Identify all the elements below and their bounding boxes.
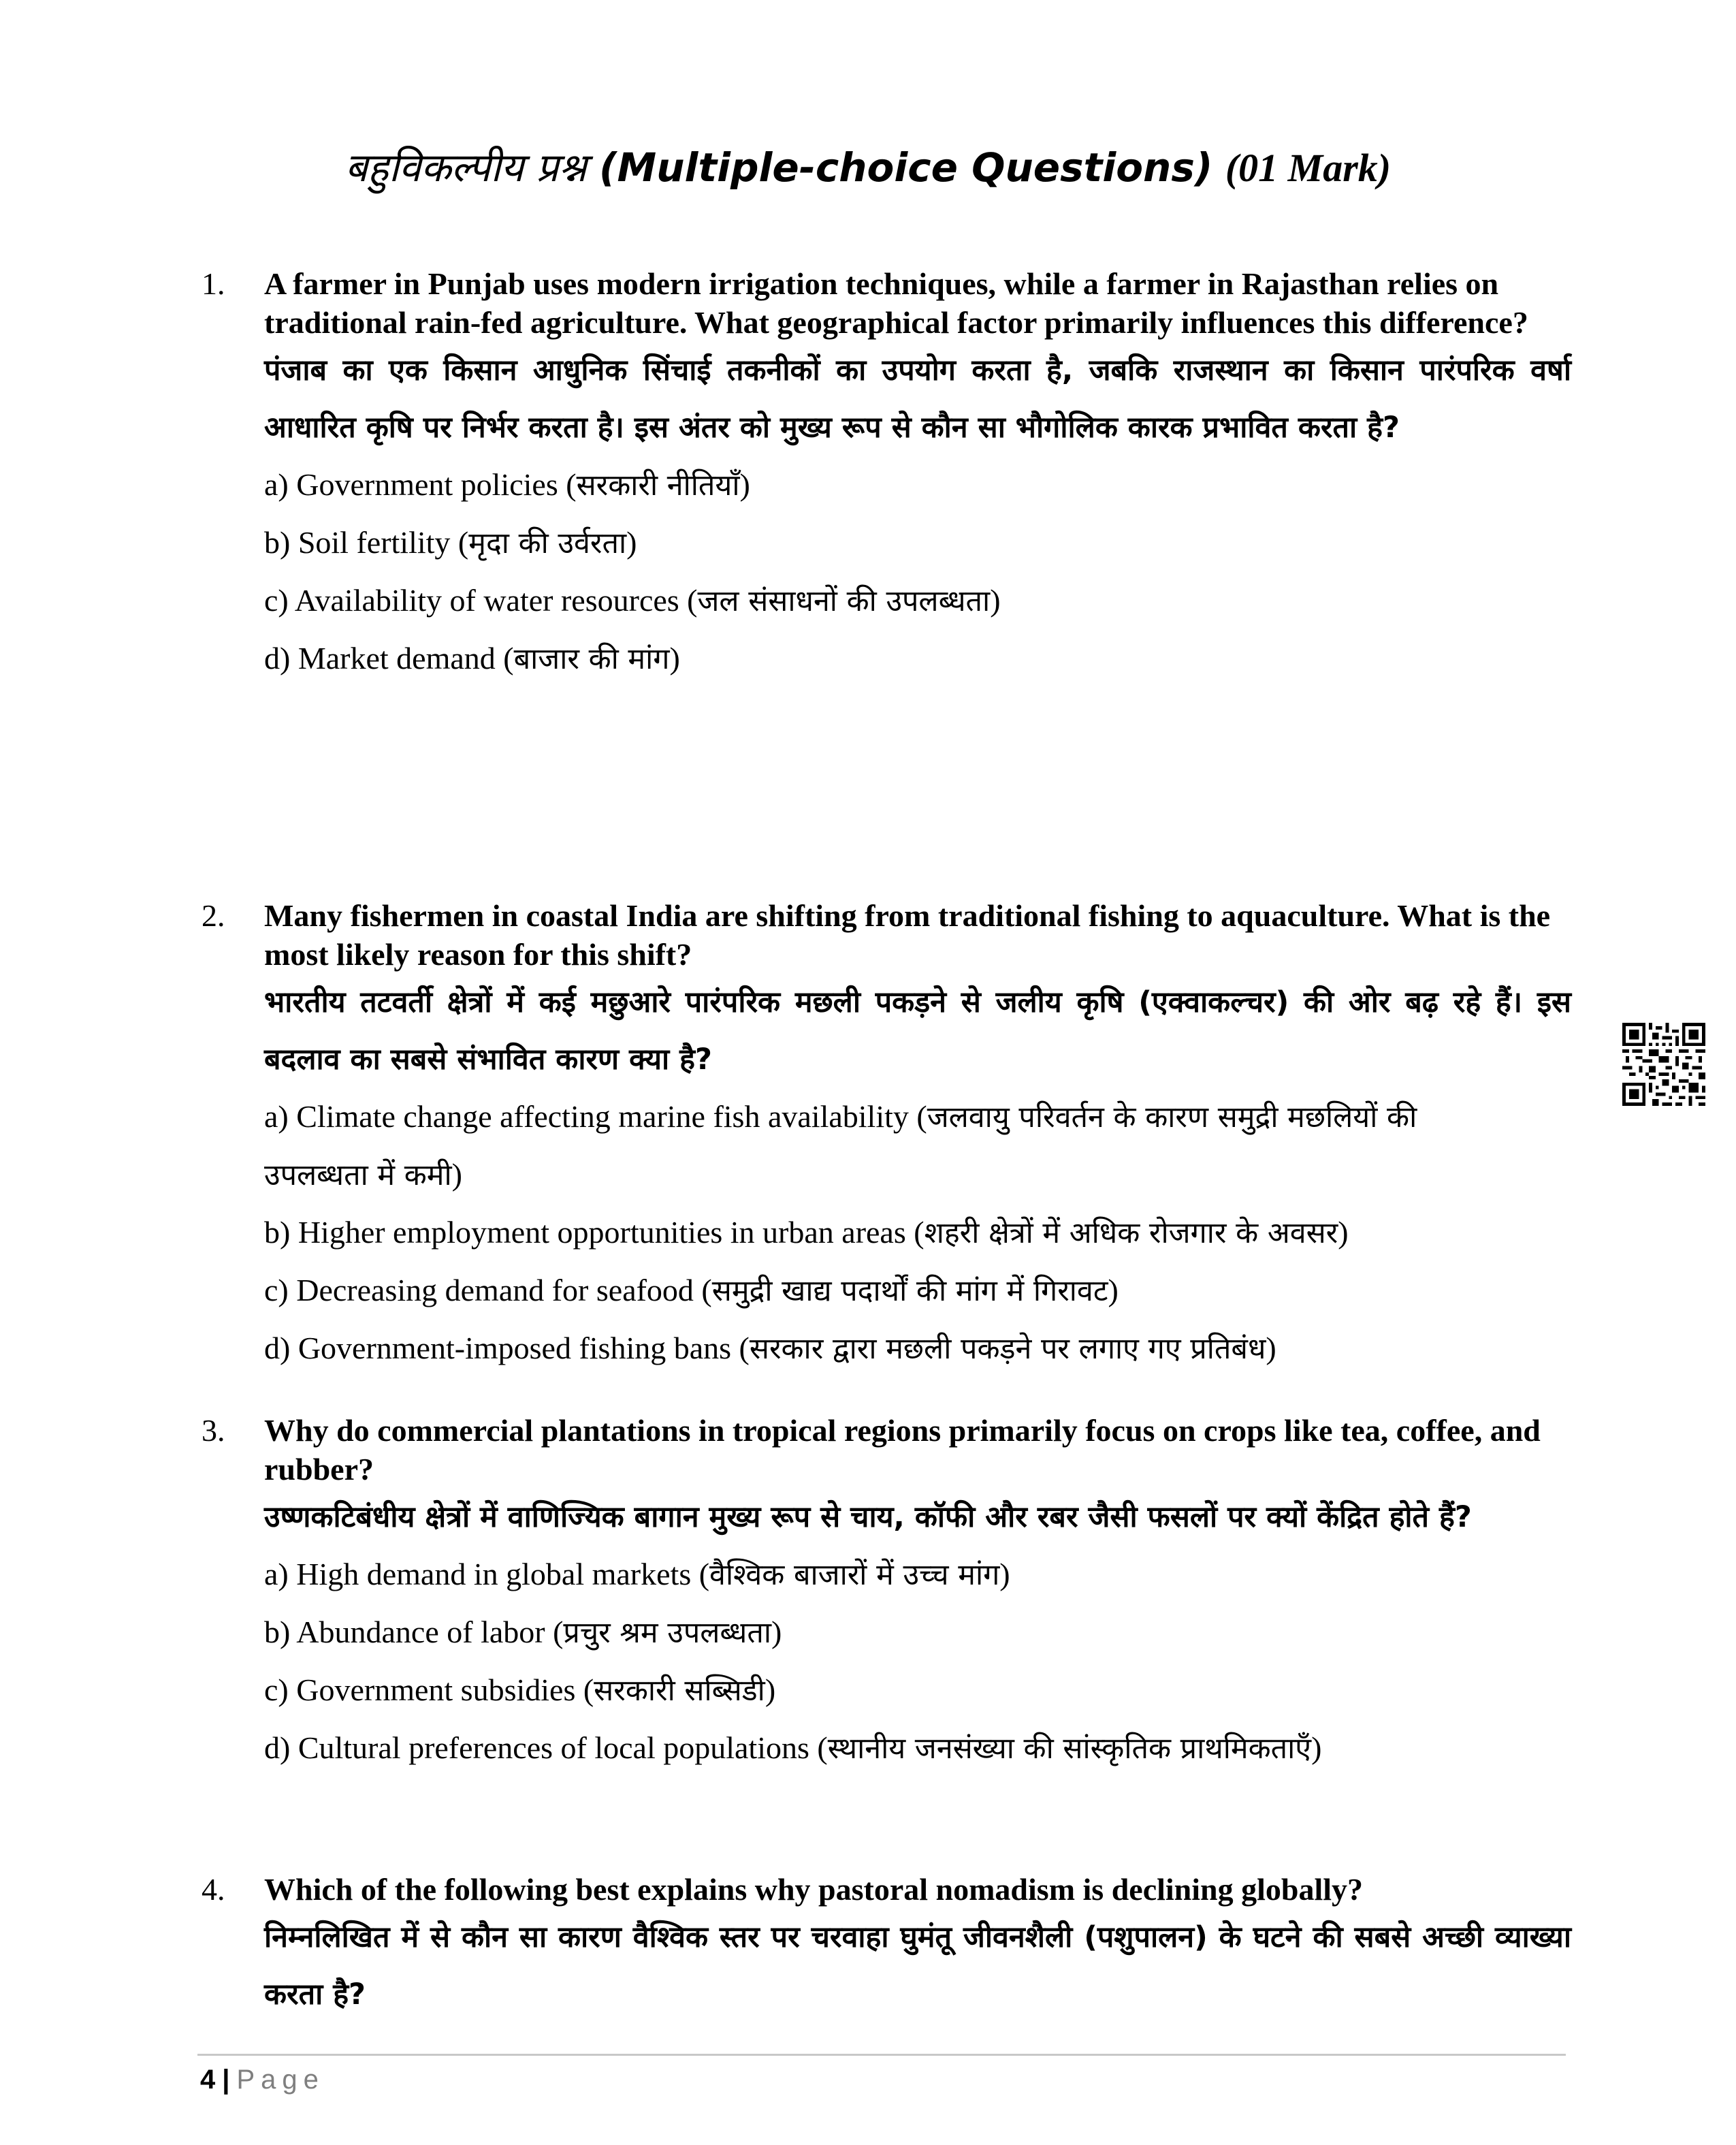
- option-c: c) Government subsidies (सरकारी सब्सिडी): [264, 1672, 776, 1708]
- option-a: a) High demand in global markets (वैश्विक बाजारों में उच्च मांग): [264, 1557, 1010, 1592]
- option-c: c) Availability of water resources (जल संसाधनों की उपलब्धता): [264, 583, 1001, 618]
- option-d: d) Cultural preferences of local populations (स्थानीय जनसंख्या की सांस्कृतिक प्राथमिकताएँ): [264, 1730, 1322, 1766]
- title-english: (Multiple-choice Questions): [599, 144, 1213, 191]
- page-footer: [200, 2061, 325, 2099]
- question-number: 3.: [202, 1413, 225, 1448]
- question-text-hindi: निम्नलिखित में से कौन सा कारण वैश्विक स्तर पर चरवाहा घुमंतू जीवनशैली (पशुपालन) के घटने की सबसे अच्छी व्याख्या करता है?: [264, 1920, 1571, 2012]
- page-number: 4: [200, 2065, 216, 2095]
- question-text-english: A farmer in Punjab uses modern irrigation techniques, while a farmer in Rajasthan relies on traditional rain-fed agriculture. What geographical factor primarily influences this difference?: [264, 266, 1528, 340]
- question-text-english: Why do commercial plantations in tropical regions primarily focus on crops like tea, coffee, and rubber?: [264, 1413, 1541, 1487]
- question-number: 4.: [202, 1872, 225, 1907]
- question-text-hindi: पंजाब का एक किसान आधुनिक सिंचाई तकनीकों का उपयोग करता है, जबकि राजस्थान का किसान पारंपरिक वर्षा आधारित कृषि पर निर्भर करता है। इस अंतर को मुख्य रूप से कौन सा भौगोलिक कारक प्रभावित करता है?: [264, 353, 1571, 445]
- option-b: b) Higher employment opportunities in urban areas (शहरी क्षेत्रों में अधिक रोजगार के अवसर): [264, 1215, 1349, 1250]
- option-b: b) Soil fertility (मृदा की उर्वरता): [264, 525, 637, 560]
- question-number: 2.: [202, 898, 225, 933]
- option-c: c) Decreasing demand for seafood (समुद्री खाद्य पदार्थों की मांग में गिरावट): [264, 1273, 1119, 1308]
- question-text-hindi: उष्णकटिबंधीय क्षेत्रों में वाणिज्यिक बागान मुख्य रूप से चाय, कॉफी और रबर जैसी फसलों पर क्यों केंद्रित होते हैं?: [264, 1500, 1472, 1534]
- footer-separator: |: [222, 2065, 230, 2095]
- option-d: d) Market demand (बाजार की मांग): [264, 641, 680, 676]
- option-b: b) Abundance of labor (प्रचुर श्रम उपलब्धता): [264, 1615, 782, 1650]
- option-a: a) Climate change affecting marine fish availability (जलवायु परिवर्तन के कारण समुद्री मछलियों की उपलब्धता में कमी): [264, 1099, 1417, 1192]
- footer-divider: [197, 2054, 1566, 2056]
- qr-code-icon: [1622, 1023, 1705, 1106]
- page-label: Page: [236, 2065, 325, 2095]
- question-text-english: Many fishermen in coastal India are shifting from traditional fishing to aquaculture. What is the most likely reason for this shift?: [264, 898, 1551, 972]
- title-marks: (01 Mark): [1225, 146, 1392, 190]
- title-hindi: बहुविकल्पीय प्रश्न: [344, 144, 587, 191]
- page-title: [0, 140, 1736, 195]
- option-d: d) Government-imposed fishing bans (सरकार द्वारा मछली पकड़ने पर लगाए गए प्रतिबंध): [264, 1331, 1276, 1366]
- option-a: a) Government policies (सरकारी नीतियाँ): [264, 467, 750, 503]
- question-text-hindi: भारतीय तटवर्ती क्षेत्रों में कई मछुआरे पारंपरिक मछली पकड़ने से जलीय कृषि (एक्वाकल्चर) की ओर बढ़ रहे हैं। इस बदलाव का सबसे संभावित कारण क्या है?: [264, 985, 1571, 1077]
- question-number: 1.: [202, 266, 225, 301]
- question-text-english: Which of the following best explains why pastoral nomadism is declining globally?: [264, 1872, 1364, 1907]
